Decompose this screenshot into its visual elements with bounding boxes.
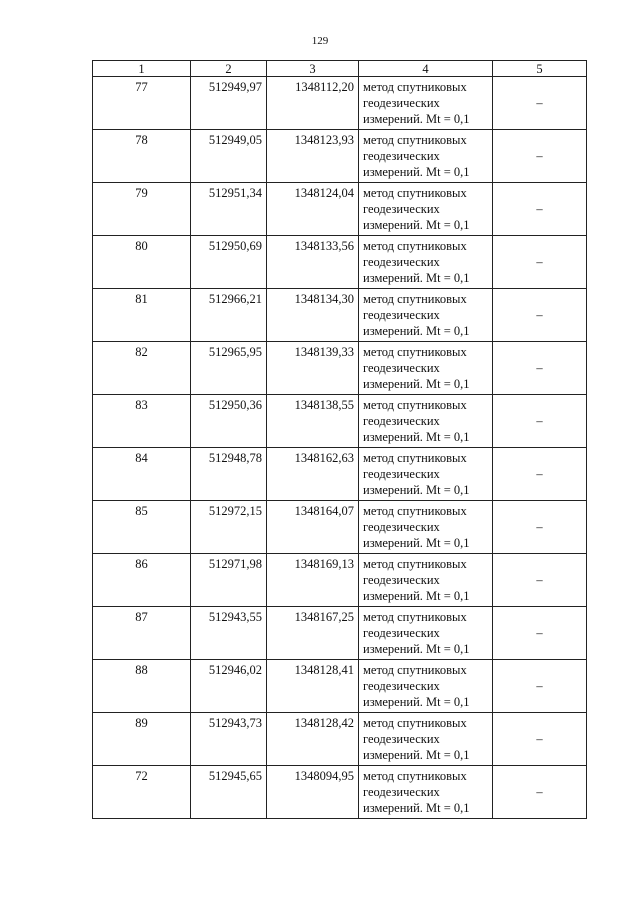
method-line: геодезических [363, 520, 440, 534]
note-cell: – [493, 660, 587, 713]
point-number-cell: 72 [93, 766, 191, 819]
note-cell: – [493, 130, 587, 183]
method-line: метод спутниковых [363, 451, 467, 465]
note-cell: – [493, 501, 587, 554]
method-line: метод спутниковых [363, 239, 467, 253]
note-cell: – [493, 713, 587, 766]
method-line: измерений. Mt = 0,1 [363, 536, 470, 550]
method-cell [359, 766, 493, 819]
method-line: геодезических [363, 361, 440, 375]
y-coordinate-cell: 1348164,07 [267, 501, 359, 554]
method-line: измерений. Mt = 0,1 [363, 112, 470, 126]
point-number-cell: 79 [93, 183, 191, 236]
x-coordinate-cell: 512966,21 [191, 289, 267, 342]
header-col-1: 1 [93, 61, 191, 77]
table-row [93, 77, 587, 130]
point-number-cell: 86 [93, 554, 191, 607]
table-row [93, 130, 587, 183]
method-cell [359, 130, 493, 183]
method-line: геодезических [363, 679, 440, 693]
method-line: измерений. Mt = 0,1 [363, 377, 470, 391]
method-line: измерений. Mt = 0,1 [363, 801, 470, 815]
method-line: геодезических [363, 732, 440, 746]
x-coordinate-cell: 512943,73 [191, 713, 267, 766]
coordinates-table [92, 60, 587, 819]
point-number-cell: 89 [93, 713, 191, 766]
note-cell: – [493, 236, 587, 289]
method-line: метод спутниковых [363, 186, 467, 200]
header-col-2: 2 [191, 61, 267, 77]
note-cell: – [493, 607, 587, 660]
y-coordinate-cell: 1348128,42 [267, 713, 359, 766]
point-number-cell: 81 [93, 289, 191, 342]
y-coordinate-cell: 1348167,25 [267, 607, 359, 660]
method-line: метод спутниковых [363, 133, 467, 147]
point-number-cell: 77 [93, 77, 191, 130]
table-body [93, 77, 587, 819]
method-line: геодезических [363, 96, 440, 110]
x-coordinate-cell: 512965,95 [191, 342, 267, 395]
method-cell [359, 554, 493, 607]
table-header-row [93, 61, 587, 77]
method-cell [359, 501, 493, 554]
point-number-cell: 88 [93, 660, 191, 713]
method-cell [359, 713, 493, 766]
method-cell [359, 448, 493, 501]
point-number-cell: 83 [93, 395, 191, 448]
y-coordinate-cell: 1348112,20 [267, 77, 359, 130]
y-coordinate-cell: 1348134,30 [267, 289, 359, 342]
point-number-cell: 78 [93, 130, 191, 183]
method-cell [359, 77, 493, 130]
page-number: 129 [311, 35, 329, 47]
method-cell [359, 395, 493, 448]
note-cell: – [493, 448, 587, 501]
table-row [93, 607, 587, 660]
method-line: измерений. Mt = 0,1 [363, 165, 470, 179]
method-line: геодезических [363, 149, 440, 163]
note-cell: – [493, 766, 587, 819]
x-coordinate-cell: 512950,69 [191, 236, 267, 289]
method-line: геодезических [363, 785, 440, 799]
table-row [93, 501, 587, 554]
method-line: измерений. Mt = 0,1 [363, 642, 470, 656]
method-line: метод спутниковых [363, 504, 467, 518]
x-coordinate-cell: 512951,34 [191, 183, 267, 236]
x-coordinate-cell: 512972,15 [191, 501, 267, 554]
point-number-cell: 85 [93, 501, 191, 554]
note-cell: – [493, 554, 587, 607]
method-cell [359, 236, 493, 289]
method-line: геодезических [363, 308, 440, 322]
x-coordinate-cell: 512946,02 [191, 660, 267, 713]
y-coordinate-cell: 1348139,33 [267, 342, 359, 395]
method-line: метод спутниковых [363, 345, 467, 359]
method-line: измерений. Mt = 0,1 [363, 589, 470, 603]
note-cell: – [493, 342, 587, 395]
x-coordinate-cell: 512949,05 [191, 130, 267, 183]
header-col-5: 5 [493, 61, 587, 77]
table-row [93, 183, 587, 236]
method-line: метод спутниковых [363, 557, 467, 571]
y-coordinate-cell: 1348138,55 [267, 395, 359, 448]
table-row [93, 554, 587, 607]
header-col-4: 4 [359, 61, 493, 77]
method-line: метод спутниковых [363, 398, 467, 412]
x-coordinate-cell: 512943,55 [191, 607, 267, 660]
note-cell: – [493, 289, 587, 342]
method-line: геодезических [363, 573, 440, 587]
method-cell [359, 342, 493, 395]
x-coordinate-cell: 512950,36 [191, 395, 267, 448]
y-coordinate-cell: 1348123,93 [267, 130, 359, 183]
method-line: измерений. Mt = 0,1 [363, 748, 470, 762]
table-row [93, 395, 587, 448]
table-row [93, 448, 587, 501]
y-coordinate-cell: 1348128,41 [267, 660, 359, 713]
table-row [93, 289, 587, 342]
method-line: измерений. Mt = 0,1 [363, 483, 470, 497]
table-row [93, 660, 587, 713]
y-coordinate-cell: 1348133,56 [267, 236, 359, 289]
method-line: метод спутниковых [363, 610, 467, 624]
method-line: измерений. Mt = 0,1 [363, 430, 470, 444]
y-coordinate-cell: 1348094,95 [267, 766, 359, 819]
point-number-cell: 84 [93, 448, 191, 501]
method-line: геодезических [363, 626, 440, 640]
x-coordinate-cell: 512949,97 [191, 77, 267, 130]
header-col-3: 3 [267, 61, 359, 77]
method-cell [359, 660, 493, 713]
table-row [93, 342, 587, 395]
method-line: метод спутниковых [363, 292, 467, 306]
method-cell [359, 183, 493, 236]
method-line: геодезических [363, 255, 440, 269]
method-line: измерений. Mt = 0,1 [363, 695, 470, 709]
point-number-cell: 87 [93, 607, 191, 660]
table-row [93, 236, 587, 289]
x-coordinate-cell: 512971,98 [191, 554, 267, 607]
method-line: метод спутниковых [363, 769, 467, 783]
method-line: метод спутниковых [363, 716, 467, 730]
note-cell: – [493, 77, 587, 130]
method-line: измерений. Mt = 0,1 [363, 271, 470, 285]
x-coordinate-cell: 512948,78 [191, 448, 267, 501]
point-number-cell: 80 [93, 236, 191, 289]
point-number-cell: 82 [93, 342, 191, 395]
method-cell [359, 289, 493, 342]
method-line: измерений. Mt = 0,1 [363, 324, 470, 338]
table-row [93, 713, 587, 766]
y-coordinate-cell: 1348162,63 [267, 448, 359, 501]
method-line: геодезических [363, 202, 440, 216]
method-cell [359, 607, 493, 660]
method-line: метод спутниковых [363, 80, 467, 94]
method-line: измерений. Mt = 0,1 [363, 218, 470, 232]
method-line: геодезических [363, 467, 440, 481]
x-coordinate-cell: 512945,65 [191, 766, 267, 819]
y-coordinate-cell: 1348124,04 [267, 183, 359, 236]
method-line: геодезических [363, 414, 440, 428]
method-line: метод спутниковых [363, 663, 467, 677]
y-coordinate-cell: 1348169,13 [267, 554, 359, 607]
table-row [93, 766, 587, 819]
note-cell: – [493, 183, 587, 236]
note-cell: – [493, 395, 587, 448]
